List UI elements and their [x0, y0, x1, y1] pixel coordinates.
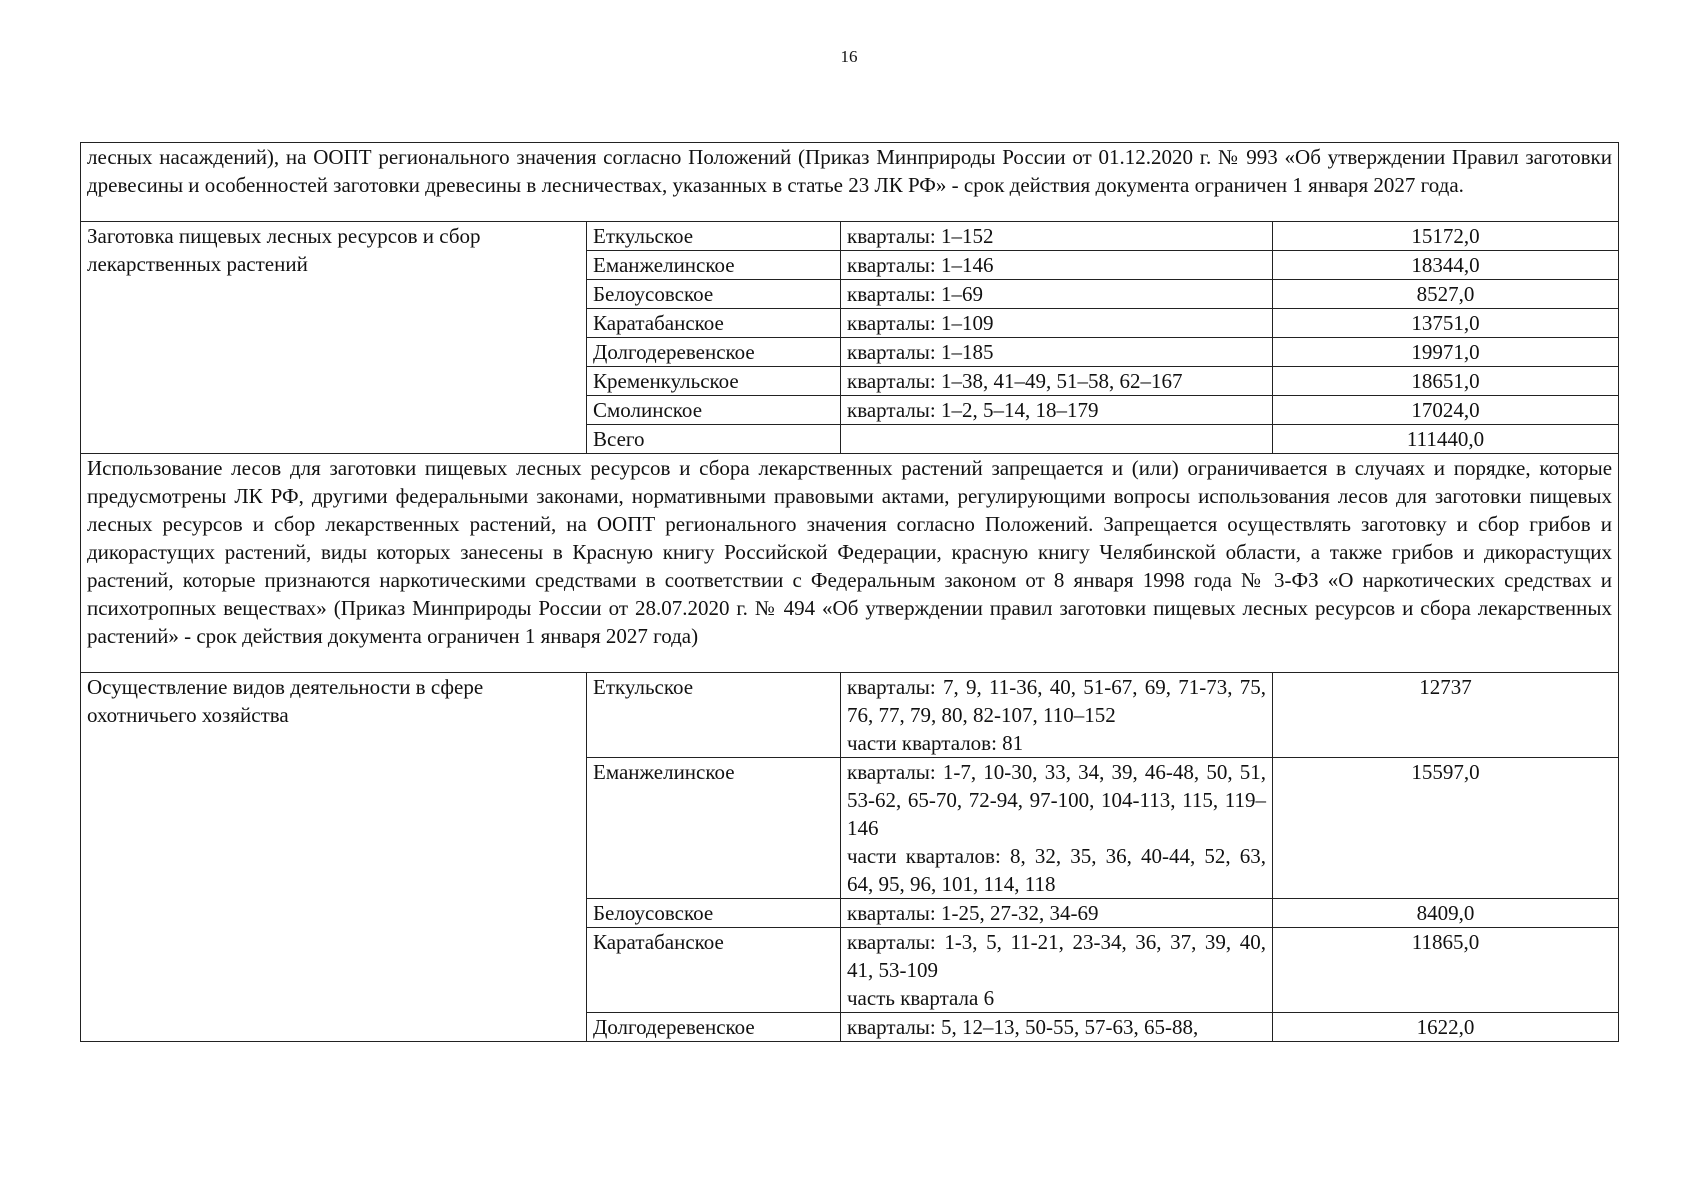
table-row: [81, 222, 1619, 251]
quarters-cell: [841, 1013, 1273, 1042]
forestry-name: Кременкульское: [587, 367, 841, 396]
total-area: 111440,0: [1273, 425, 1619, 454]
quarters-text: кварталы: 1-25, 27-32, 34-69: [847, 901, 1099, 925]
area-cell: 15172,0: [1273, 222, 1619, 251]
area-cell: 12737: [1273, 673, 1619, 758]
quarters-cell: кварталы: 1–109: [841, 309, 1273, 338]
area-cell: 1622,0: [1273, 1013, 1619, 1042]
forestry-name: Каратабанское: [587, 309, 841, 338]
quarters-cell: кварталы: 1–146: [841, 251, 1273, 280]
forestry-name: Еткульское: [587, 673, 841, 758]
section-food-title: Заготовка пищевых лесных ресурсов и сбор лекарственных растений: [81, 222, 587, 454]
quarters-cell: [841, 899, 1273, 928]
area-cell: 19971,0: [1273, 338, 1619, 367]
quarters-text: кварталы: 1-3, 5, 11-21, 23-34, 36, 37, 39, 40, 41, 53-109: [847, 930, 1266, 982]
section-food-note: Использование лесов для заготовки пищевых лесных ресурсов и сбора лекарственных растений запрещается и (или) ограничивается в случаях и порядке, которые предусмотрены ЛК РФ, другими федеральными законами, нормативными правовыми актами, регулирующими вопросы использования лесов для заготовки пищевых лесных ресурсов и сбор лекарственных растений, на ООПТ регионального значения согласно Положений. Запрещается осуществлять заготовку и сбор грибов и дикорастущих растений, виды которых занесены в Красную книгу Российской Федерации, красную книгу Челябинской области, а также грибов и дикорастущих растений, которые признаются наркотическими средствами в соответствии с Федеральным законом от 8 января 1998 года № 3-ФЗ «О наркотических средствах и психотропных веществах» (Приказ Минприроды России от 28.07.2020 г. № 494 «Об утверждении правил заготовки пищевых лесных ресурсов и сбора лекарственных растений» - срок действия документа ограничен 1 января 2027 года): [81, 454, 1619, 673]
forest-use-table: [80, 142, 1619, 1042]
page-number: 16: [840, 47, 858, 66]
quarters-cell: кварталы: 1–2, 5–14, 18–179: [841, 396, 1273, 425]
quarter-parts-text: части кварталов: 81: [847, 731, 1024, 755]
area-cell: 18651,0: [1273, 367, 1619, 396]
forestry-name: Смолинское: [587, 396, 841, 425]
area-cell: 8409,0: [1273, 899, 1619, 928]
section-hunting-title: Осуществление видов деятельности в сфере охотничьего хозяйства: [81, 673, 587, 1042]
quarters-cell: [841, 758, 1273, 899]
intro-paragraph: лесных насаждений), на ООПТ регионального значения согласно Положений (Приказ Минприроды России от 01.12.2020 г. № 993 «Об утверждении Правил заготовки древесины и особенностей заготовки древесины в лесничествах, указанных в статье 23 ЛК РФ» - срок действия документа ограничен 1 января 2027 года.: [81, 143, 1619, 222]
quarters-cell: [841, 673, 1273, 758]
quarters-text: кварталы: 5, 12–13, 50-55, 57-63, 65-88,: [847, 1015, 1199, 1039]
forestry-name: Долгодеревенское: [587, 338, 841, 367]
quarters-cell: кварталы: 1–152: [841, 222, 1273, 251]
area-cell: 15597,0: [1273, 758, 1619, 899]
quarters-cell: [841, 425, 1273, 454]
quarters-cell: [841, 928, 1273, 1013]
forestry-name: Еманжелинское: [587, 251, 841, 280]
forestry-name: Еманжелинское: [587, 758, 841, 899]
forestry-name: Еткульское: [587, 222, 841, 251]
forestry-name: Каратабанское: [587, 928, 841, 1013]
note-row: [81, 454, 1619, 673]
area-cell: 13751,0: [1273, 309, 1619, 338]
area-cell: 18344,0: [1273, 251, 1619, 280]
quarter-parts-text: части кварталов: 8, 32, 35, 36, 40-44, 52, 63, 64, 95, 96, 101, 114, 118: [847, 844, 1266, 896]
quarters-cell: кварталы: 1–185: [841, 338, 1273, 367]
forestry-name: Белоусовское: [587, 280, 841, 309]
forestry-name: Белоусовское: [587, 899, 841, 928]
intro-row: [81, 143, 1619, 222]
table-row: [81, 673, 1619, 758]
area-cell: 17024,0: [1273, 396, 1619, 425]
quarters-cell: кварталы: 1–38, 41–49, 51–58, 62–167: [841, 367, 1273, 396]
area-cell: 8527,0: [1273, 280, 1619, 309]
quarters-text: кварталы: 7, 9, 11-36, 40, 51-67, 69, 71-73, 75, 76, 77, 79, 80, 82-107, 110–152: [847, 675, 1266, 727]
total-label: Всего: [587, 425, 841, 454]
quarter-parts-text: часть квартала 6: [847, 986, 995, 1010]
forestry-name: Долгодеревенское: [587, 1013, 841, 1042]
quarters-text: кварталы: 1-7, 10-30, 33, 34, 39, 46-48, 50, 51, 53-62, 65-70, 72-94, 97-100, 104-113, 115, 119–146: [847, 760, 1266, 840]
area-cell: 11865,0: [1273, 928, 1619, 1013]
quarters-cell: кварталы: 1–69: [841, 280, 1273, 309]
